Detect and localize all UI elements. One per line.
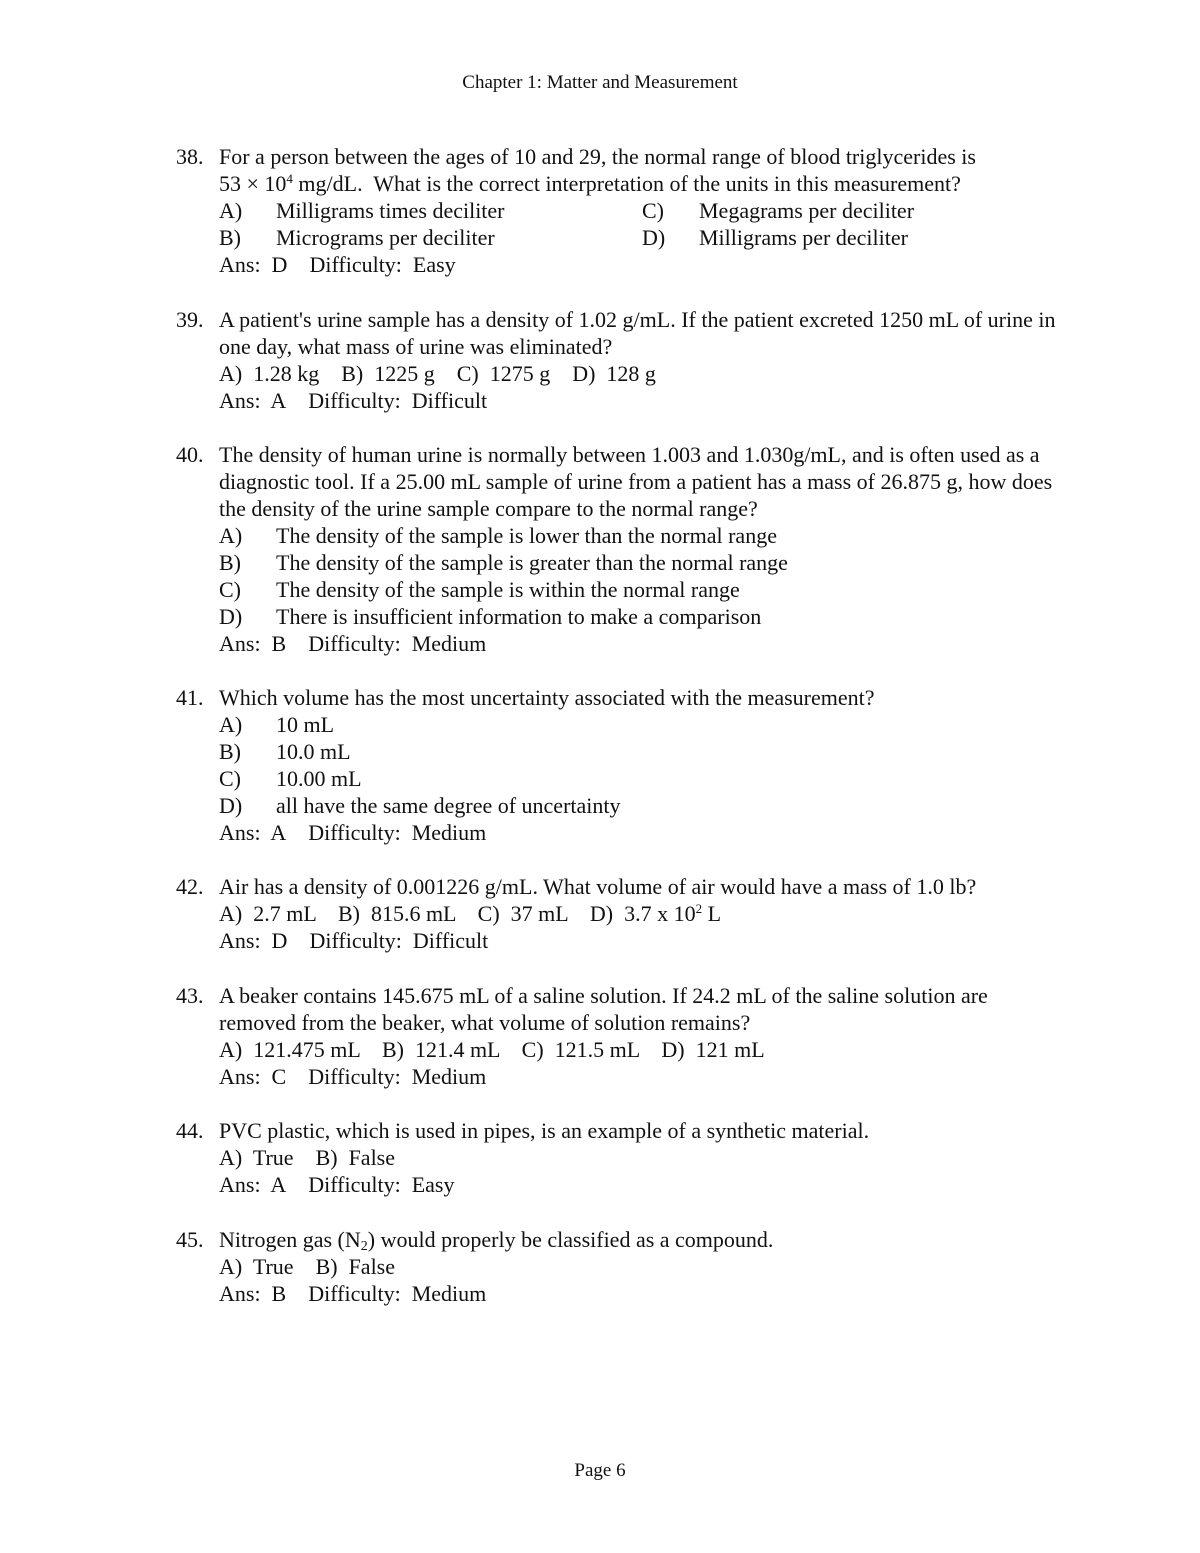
answer: Ans: C <box>219 1064 287 1089</box>
question-text: For a person between the ages of 10 and 29, the normal range of blood triglycerides is <box>219 144 976 169</box>
answer: Ans: B <box>219 1281 287 1306</box>
option-letter: D) <box>642 225 666 250</box>
option-letter: B) <box>219 739 241 764</box>
option-letter: A) <box>219 198 243 223</box>
options-line: A) 1.28 kg B) 1225 g C) 1275 g D) 128 g <box>219 361 656 386</box>
question-text: A beaker contains 145.675 mL of a saline solution. If 24.2 mL of the saline solution are removed from the beaker, what volume of solution remains? <box>219 983 988 1035</box>
option-letter: B) <box>219 225 241 250</box>
difficulty: Difficulty: Difficult <box>309 928 489 953</box>
option-letter: D) <box>219 793 243 818</box>
difficulty: Difficulty: Medium <box>308 820 487 845</box>
option-text: Micrograms per deciliter <box>276 225 495 250</box>
answer: Ans: D <box>219 252 288 277</box>
option-d <box>219 603 1059 630</box>
question-text: Which volume has the most uncertainty associated with the measurement? <box>219 685 875 710</box>
difficulty: Difficulty: Easy <box>309 252 456 277</box>
option-c <box>219 765 1059 792</box>
text-part: 53 × 10 <box>219 171 287 196</box>
question-number: 44. <box>176 1118 204 1143</box>
question-text: Air has a density of 0.001226 g/mL. What volume of air would have a mass of 1.0 lb? <box>219 874 977 899</box>
difficulty: Difficulty: Easy <box>308 1172 455 1197</box>
question-number: 45. <box>176 1227 204 1252</box>
question-38 <box>176 143 1059 278</box>
answer: Ans: B <box>219 631 287 656</box>
subscript: 2 <box>360 1239 368 1254</box>
option-b <box>219 549 1059 576</box>
question-number: 43. <box>176 983 204 1008</box>
text-part: Nitrogen gas (N <box>219 1227 361 1252</box>
question-text <box>219 1226 1059 1253</box>
question-number: 42. <box>176 874 204 899</box>
option-letter: A) <box>219 523 243 548</box>
options-line <box>219 900 1059 927</box>
answer: Ans: A <box>219 388 287 413</box>
answer-line <box>219 630 1059 657</box>
answer-line <box>219 1171 1059 1198</box>
question-40 <box>176 441 1059 657</box>
page-footer: Page 6 <box>574 1460 626 1481</box>
option-text: Milligrams times deciliter <box>276 198 505 223</box>
option-a <box>219 197 642 224</box>
difficulty: Difficulty: Medium <box>308 631 487 656</box>
option-letter: C) <box>642 198 664 223</box>
question-41 <box>176 684 1059 846</box>
option-text: 10.00 mL <box>276 766 362 791</box>
question-42 <box>176 873 1059 954</box>
question-44 <box>176 1117 1059 1198</box>
option-letter: C) <box>219 766 241 791</box>
question-number: 41. <box>176 685 204 710</box>
question-39 <box>176 306 1059 414</box>
question-45 <box>176 1226 1059 1307</box>
difficulty: Difficulty: Medium <box>308 1281 487 1306</box>
question-number: 38. <box>176 144 204 169</box>
answer: Ans: A <box>219 820 287 845</box>
question-text: The density of human urine is normally between 1.003 and 1.030g/mL, and is often used as a diagnostic tool. If a 25.00 mL sample of urine from a patient has a mass of 26.875 g, how does the density of the urine sample compare to the normal range? <box>219 442 1053 521</box>
answer-line <box>219 1280 1059 1307</box>
answer-line <box>219 819 1059 846</box>
question-number: 39. <box>176 307 204 332</box>
text-part: ) would properly be classified as a compound. <box>367 1227 774 1252</box>
text-part: L <box>702 901 722 926</box>
option-text: The density of the sample is lower than the normal range <box>276 523 777 548</box>
option-b <box>219 738 1059 765</box>
text-part: A) 2.7 mL B) 815.6 mL C) 37 mL D) 3.7 x 10 <box>219 901 696 926</box>
answer-line <box>219 251 1059 278</box>
option-text: The density of the sample is within the normal range <box>276 577 740 602</box>
text-part: mg/dL. What is the correct interpretation of the units in this measurement? <box>292 171 961 196</box>
options-line: A) True B) False <box>219 1254 396 1279</box>
question-text: PVC plastic, which is used in pipes, is an example of a synthetic material. <box>219 1118 870 1143</box>
option-c <box>219 576 1059 603</box>
question-text: A patient's urine sample has a density of 1.02 g/mL. If the patient excreted 1250 mL of urine in one day, what mass of urine was eliminated? <box>219 307 1056 359</box>
option-letter: A) <box>219 712 243 737</box>
answer: Ans: D <box>219 928 288 953</box>
options-line: A) 121.475 mL B) 121.4 mL C) 121.5 mL D) 121 mL <box>219 1037 765 1062</box>
question-43 <box>176 982 1059 1090</box>
option-letter: D) <box>219 604 243 629</box>
option-a <box>219 522 1059 549</box>
option-text: 10.0 mL <box>276 739 351 764</box>
option-text: Megagrams per deciliter <box>699 198 915 223</box>
options-line: A) True B) False <box>219 1145 396 1170</box>
option-text: There is insufficient information to make a comparison <box>276 604 762 629</box>
answer-line <box>219 1063 1059 1090</box>
option-text: The density of the sample is greater than the normal range <box>276 550 788 575</box>
options-grid <box>219 197 1059 251</box>
answer: Ans: A <box>219 1172 287 1197</box>
answer-line <box>219 927 1059 954</box>
option-a <box>219 711 1059 738</box>
answer-line <box>219 387 1059 414</box>
option-text: all have the same degree of uncertainty <box>276 793 621 818</box>
question-text-line2 <box>219 170 1059 197</box>
difficulty: Difficulty: Medium <box>308 1064 487 1089</box>
option-text: 10 mL <box>276 712 335 737</box>
difficulty: Difficulty: Difficult <box>308 388 488 413</box>
option-b <box>219 224 642 251</box>
option-text: Milligrams per deciliter <box>699 225 908 250</box>
exponent: 2 <box>695 901 703 916</box>
option-d <box>219 792 1059 819</box>
exponent: 4 <box>286 171 293 186</box>
page-header: Chapter 1: Matter and Measurement <box>462 72 738 93</box>
question-number: 40. <box>176 442 204 467</box>
option-letter: B) <box>219 550 241 575</box>
option-letter: C) <box>219 577 241 602</box>
